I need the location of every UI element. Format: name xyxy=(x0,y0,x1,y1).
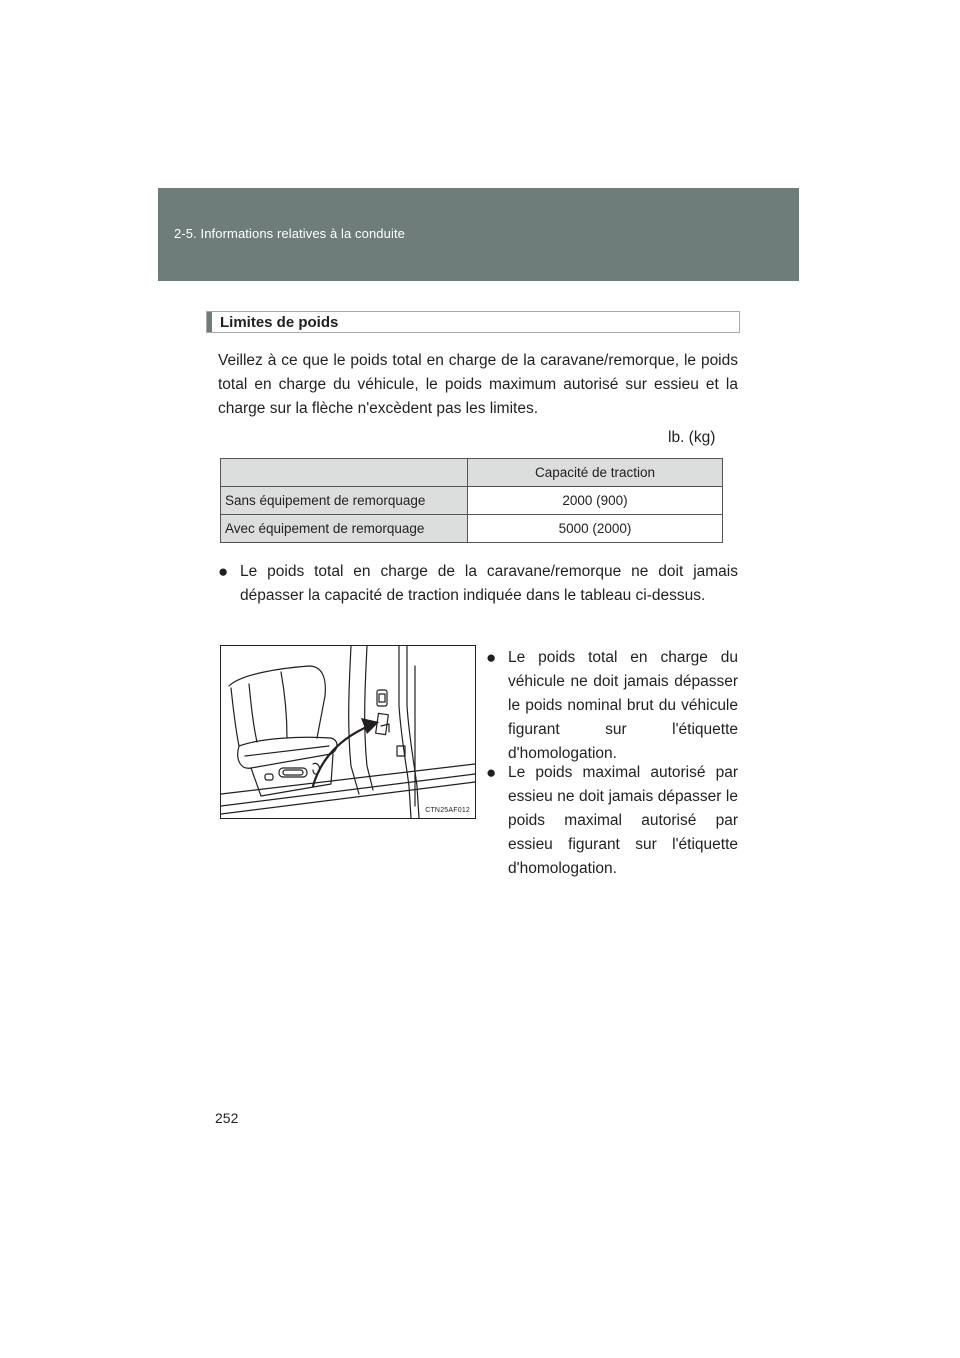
list-item xyxy=(218,560,738,608)
list-item-text: Le poids maximal autorisé par essieu ne doit jamais dépasser le poids maximal autorisé par essieu figurant sur l'étiquette d'homologation. xyxy=(508,764,738,877)
table-row-label: Avec équipement de remorquage xyxy=(221,515,468,543)
list-item-text: Le poids total en charge du véhicule ne doit jamais dépasser le poids nominal brut du véhicule figurant sur l'étiquette d'homologation. xyxy=(508,649,738,762)
table-cell: 5000 (2000) xyxy=(468,515,723,543)
table-row xyxy=(221,487,723,515)
intro-paragraph: Veillez à ce que le poids total en charge de la caravane/remorque, le poids total en charge du véhicule, le poids maximum autorisé sur essieu et la charge sur la flèche n'excèdent pas les limites. xyxy=(218,352,738,417)
table-header-cell xyxy=(221,459,468,487)
table-header-cell: Capacité de traction xyxy=(468,459,723,487)
table-row xyxy=(221,515,723,543)
table-row-label: Sans équipement de remorquage xyxy=(221,487,468,515)
section-title: Limites de poids xyxy=(220,314,339,331)
table-header-row xyxy=(221,459,723,487)
section-heading-bar xyxy=(207,312,212,332)
list-item xyxy=(486,761,738,881)
bullet-icon: ● xyxy=(218,562,229,581)
section-breadcrumb: 2-5. Informations relatives à la conduite xyxy=(174,226,405,241)
list-item-text: Le poids total en charge de la caravane/remorque ne doit jamais dépasser la capacité de traction indiquée dans le tableau ci-dessus. xyxy=(240,563,738,604)
section-heading xyxy=(206,311,740,333)
bullet-icon: ● xyxy=(486,648,497,667)
list-item xyxy=(486,646,738,766)
car-seat-door-illustration xyxy=(221,646,475,818)
unit-label: lb. (kg) xyxy=(668,429,716,446)
seat-label-illustration xyxy=(220,645,476,819)
bullet-icon: ● xyxy=(486,763,497,782)
towing-capacity-table xyxy=(220,458,723,543)
page-number: 252 xyxy=(215,1110,239,1126)
table-cell: 2000 (900) xyxy=(468,487,723,515)
figure-code: CTN25AF012 xyxy=(425,807,470,814)
